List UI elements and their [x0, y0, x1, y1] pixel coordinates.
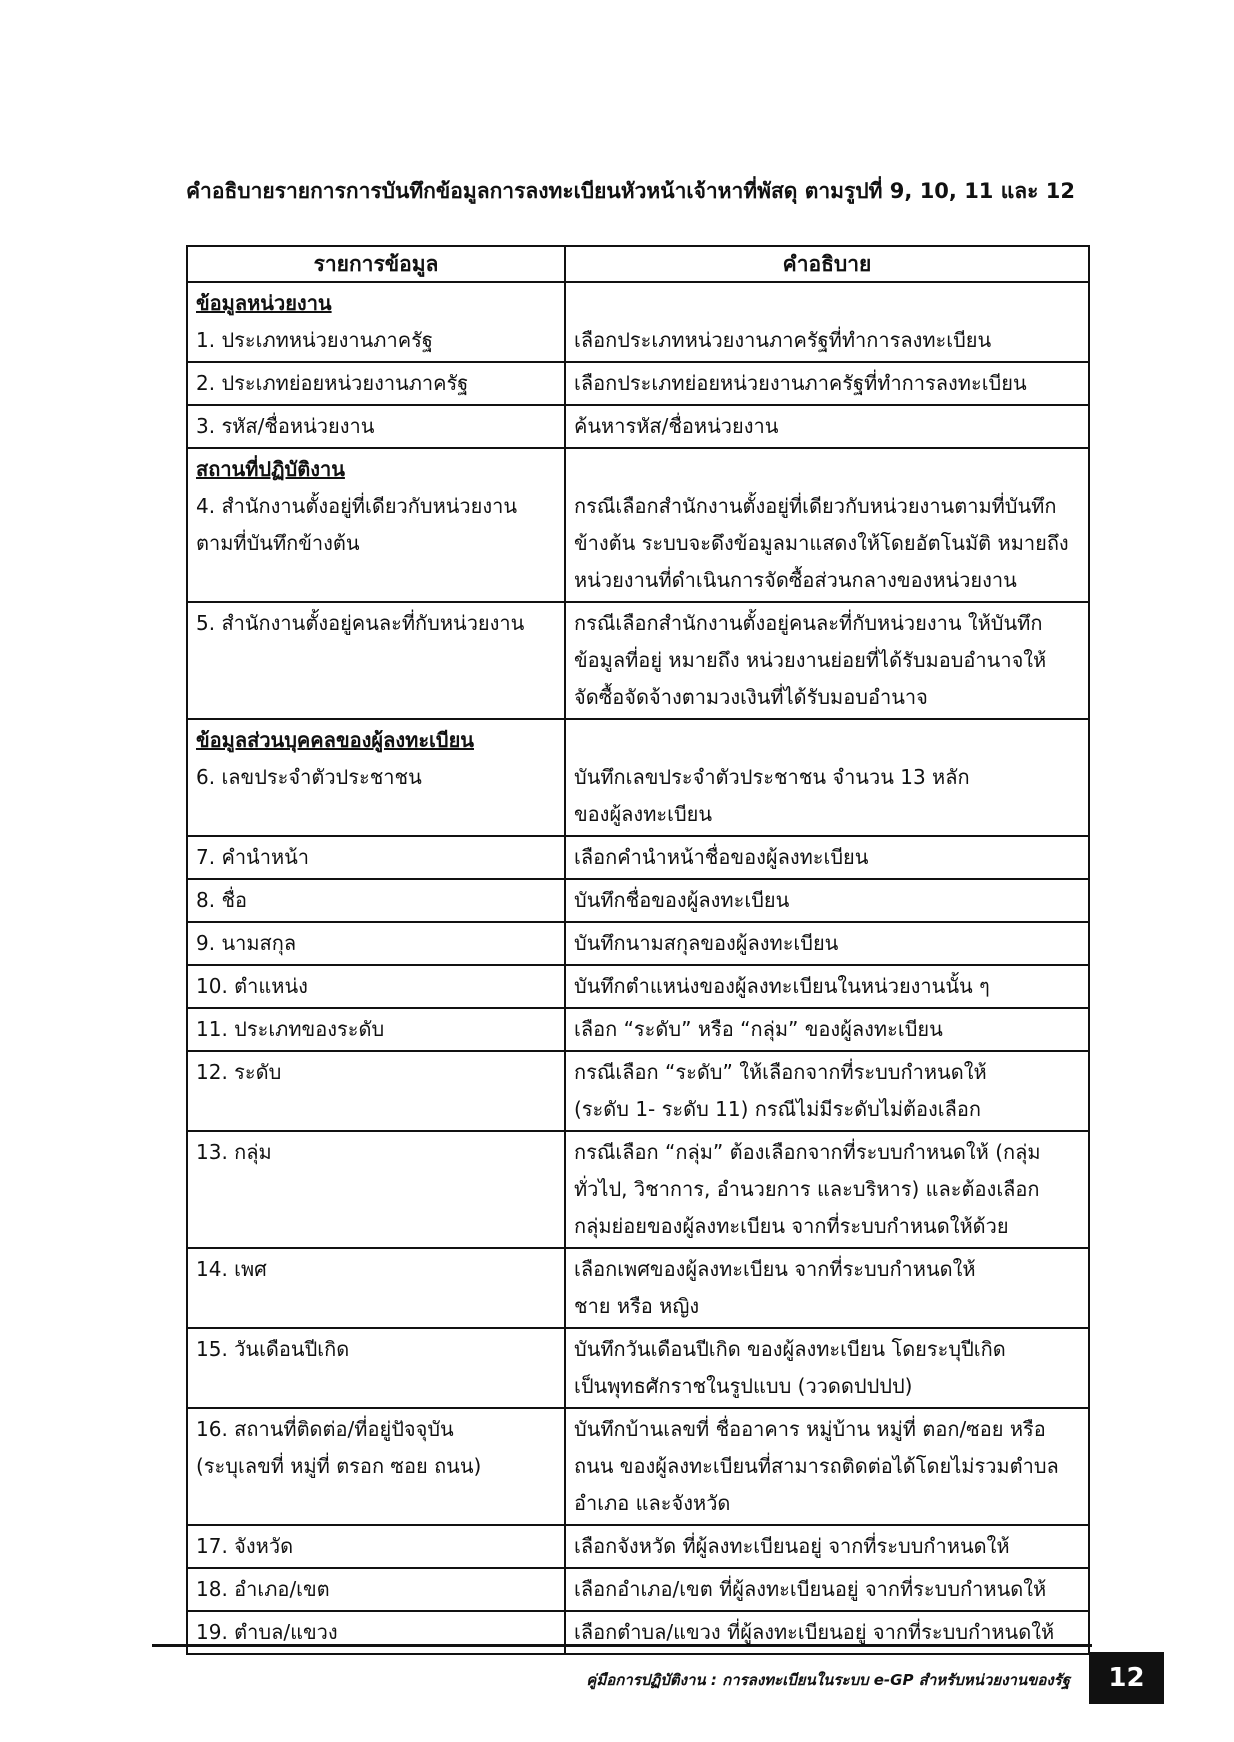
item-cell: [187, 1248, 565, 1328]
item-cell: [187, 448, 565, 602]
description-text: เลือกจังหวัด ที่ผู้ลงทะเบียนอยู่ จากที่ระบบกำหนดให้: [574, 1534, 1010, 1558]
table-body: [187, 282, 1089, 1654]
description-cell: [565, 922, 1089, 965]
table-row: [187, 1008, 1089, 1051]
section-heading: สถานที่ปฏิบัติงาน: [196, 457, 345, 481]
item-cell: [187, 836, 565, 879]
item-cell: [187, 719, 565, 836]
description-cell: [565, 1611, 1089, 1654]
description-cell: [565, 1328, 1089, 1408]
description-cell: [565, 1008, 1089, 1051]
table-row: [187, 602, 1089, 719]
description-text: บันทึกตำแหน่งของผู้ลงทะเบียนในหน่วยงานนั้น ๆ: [574, 974, 990, 998]
item-label: ตามที่บันทึกข้างต้น: [196, 531, 360, 555]
item-cell: [187, 1408, 565, 1525]
description-cell: [565, 1525, 1089, 1568]
footer-text: คู่มือการปฏิบัติงาน : การลงทะเบียนในระบบ e-GP สำหรับหน่วยงานของรัฐ: [586, 1671, 1070, 1689]
description-cell: [565, 1568, 1089, 1611]
table-row: [187, 362, 1089, 405]
table-row: [187, 836, 1089, 879]
item-cell: [187, 879, 565, 922]
table-row: [187, 1568, 1089, 1611]
description-text: บันทึกนามสกุลของผู้ลงทะเบียน: [574, 931, 839, 955]
description-text: เลือกอำเภอ/เขต ที่ผู้ลงทะเบียนอยู่ จากที่ระบบกำหนดให้: [574, 1577, 1047, 1601]
table-row: [187, 922, 1089, 965]
description-cell: [565, 602, 1089, 719]
description-cell: [565, 836, 1089, 879]
section-heading: ข้อมูลส่วนบุคคลของผู้ลงทะเบียน: [196, 728, 474, 752]
page-title: คำอธิบายรายการการบันทึกข้อมูลการลงทะเบียนหัวหน้าเจ้าหาที่พัสดุ ตามรูปที่ 9, 10, 11 และ 12: [186, 179, 1075, 203]
item-cell: [187, 1568, 565, 1611]
table-row: [187, 1408, 1089, 1525]
item-label: 10. ตำแหน่ง: [196, 974, 308, 998]
description-cell: [565, 879, 1089, 922]
description-text: หน่วยงานที่ดำเนินการจัดซื้อส่วนกลางของหน่วยงาน: [574, 568, 1017, 592]
item-label: 16. สถานที่ติดต่อ/ที่อยู่ปัจจุบัน: [196, 1417, 454, 1441]
description-cell: [565, 448, 1089, 602]
description-text: เลือกคำนำหน้าชื่อของผู้ลงทะเบียน: [574, 845, 869, 869]
description-text: เลือกประเภทย่อยหน่วยงานภาครัฐที่ทำการลงทะเบียน: [574, 371, 1027, 395]
item-label: 18. อำเภอ/เขต: [196, 1577, 330, 1601]
description-cell: [565, 282, 1089, 362]
description-cell: [565, 1051, 1089, 1131]
description-text: ทั่วไป, วิชาการ, อำนวยการ และบริหาร) และต้องเลือก: [574, 1177, 1040, 1201]
description-text: ค้นหารหัส/ชื่อหน่วยงาน: [574, 414, 779, 438]
description-text: จัดซื้อจัดจ้างตามวงเงินที่ได้รับมอบอำนาจ: [574, 685, 928, 709]
item-cell: [187, 362, 565, 405]
table-row: [187, 1611, 1089, 1654]
description-cell: [565, 405, 1089, 448]
item-cell: [187, 922, 565, 965]
section-heading: ข้อมูลหน่วยงาน: [196, 291, 332, 315]
description-text: กรณีเลือก “กลุ่ม” ต้องเลือกจากที่ระบบกำหนดให้ (กลุ่ม: [574, 1140, 1041, 1164]
item-label: 6. เลขประจำตัวประชาชน: [196, 765, 422, 789]
description-text: เลือกตำบล/แขวง ที่ผู้ลงทะเบียนอยู่ จากที่ระบบกำหนดให้: [574, 1620, 1055, 1644]
item-label: (ระบุเลขที่ หมู่ที่ ตรอก ซอย ถนน): [196, 1454, 482, 1478]
description-table: [186, 245, 1090, 1655]
description-text: เลือก “ระดับ” หรือ “กลุ่ม” ของผู้ลงทะเบียน: [574, 1017, 943, 1041]
description-text: กลุ่มย่อยของผู้ลงทะเบียน จากที่ระบบกำหนดให้ด้วย: [574, 1214, 1009, 1238]
description-text: (ระดับ 1- ระดับ 11) กรณีไม่มีระดับไม่ต้องเลือก: [574, 1097, 981, 1121]
description-text: บันทึกวันเดือนปีเกิด ของผู้ลงทะเบียน โดยระบุปีเกิด: [574, 1337, 1006, 1361]
table-row: [187, 719, 1089, 836]
description-text: เลือกเพศของผู้ลงทะเบียน จากที่ระบบกำหนดให้: [574, 1257, 976, 1281]
item-label: 14. เพศ: [196, 1257, 267, 1281]
table-row: [187, 448, 1089, 602]
description-text: บันทึกเลขประจำตัวประชาชน จำนวน 13 หลัก: [574, 765, 970, 789]
table-row: [187, 1328, 1089, 1408]
description-cell: [565, 965, 1089, 1008]
description-cell: [565, 362, 1089, 405]
table-row: [187, 879, 1089, 922]
item-label: 13. กลุ่ม: [196, 1140, 272, 1164]
description-text: ถนน ของผู้ลงทะเบียนที่สามารถติดต่อได้โดยไม่รวมตำบล: [574, 1454, 1059, 1478]
description-text: เป็นพุทธศักราชในรูปแบบ (ววดดปปปป): [574, 1374, 913, 1398]
spacer: [574, 451, 1080, 488]
item-cell: [187, 965, 565, 1008]
header-description: คำอธิบาย: [565, 246, 1089, 282]
description-text: อำเภอ และจังหวัด: [574, 1491, 731, 1515]
item-label: 8. ชื่อ: [196, 888, 248, 912]
item-cell: [187, 602, 565, 719]
description-text: ข้างต้น ระบบจะดึงข้อมูลมาแสดงให้โดยอัตโนมัติ หมายถึง: [574, 531, 1069, 555]
table-row: [187, 405, 1089, 448]
table-row: [187, 1051, 1089, 1131]
item-label: 7. คำนำหน้า: [196, 845, 310, 869]
table-row: [187, 965, 1089, 1008]
item-label: 11. ประเภทของระดับ: [196, 1017, 385, 1041]
item-label: 2. ประเภทย่อยหน่วยงานภาครัฐ: [196, 371, 469, 395]
description-text: กรณีเลือกสำนักงานตั้งอยู่คนละที่กับหน่วยงาน ให้บันทึก: [574, 611, 1043, 635]
spacer: [574, 285, 1080, 322]
item-label: 4. สำนักงานตั้งอยู่ที่เดียวกับหน่วยงาน: [196, 494, 518, 518]
item-label: 12. ระดับ: [196, 1060, 282, 1084]
description-text: กรณีเลือก “ระดับ” ให้เลือกจากที่ระบบกำหนดให้: [574, 1060, 987, 1084]
item-cell: [187, 1525, 565, 1568]
item-label: 1. ประเภทหน่วยงานภาครัฐ: [196, 328, 433, 352]
spacer: [574, 722, 1080, 759]
item-label: 5. สำนักงานตั้งอยู่คนละที่กับหน่วยงาน: [196, 611, 525, 635]
description-text: เลือกประเภทหน่วยงานภาครัฐที่ทำการลงทะเบียน: [574, 328, 992, 352]
description-text: ข้อมูลที่อยู่ หมายถึง หน่วยงานย่อยที่ได้รับมอบอำนาจให้: [574, 648, 1047, 672]
description-text: บันทึกชื่อของผู้ลงทะเบียน: [574, 888, 790, 912]
description-text: บันทึกบ้านเลขที่ ชื่ออาคาร หมู่บ้าน หมู่ที่ ตอก/ซอย หรือ: [574, 1417, 1046, 1441]
item-cell: [187, 1611, 565, 1654]
item-label: 9. นามสกุล: [196, 931, 297, 955]
item-label: 17. จังหวัด: [196, 1534, 294, 1558]
description-cell: [565, 1248, 1089, 1328]
item-cell: [187, 1328, 565, 1408]
table-row: [187, 1525, 1089, 1568]
description-cell: [565, 719, 1089, 836]
table-row: [187, 1131, 1089, 1248]
description-cell: [565, 1408, 1089, 1525]
table-row: [187, 1248, 1089, 1328]
item-label: 15. วันเดือนปีเกิด: [196, 1337, 350, 1361]
item-cell: [187, 282, 565, 362]
item-cell: [187, 1131, 565, 1248]
item-cell: [187, 1051, 565, 1131]
footer-divider: [152, 1644, 1092, 1647]
description-cell: [565, 1131, 1089, 1248]
description-text: กรณีเลือกสำนักงานตั้งอยู่ที่เดียวกับหน่วยงานตามที่บันทึก: [574, 494, 1057, 518]
item-cell: [187, 405, 565, 448]
item-cell: [187, 1008, 565, 1051]
item-label: 19. ตำบล/แขวง: [196, 1620, 338, 1644]
table-header-row: [187, 246, 1089, 282]
table-row: [187, 282, 1089, 362]
item-label: 3. รหัส/ชื่อหน่วยงาน: [196, 414, 375, 438]
page-number: 12: [1089, 1652, 1164, 1704]
description-text: ของผู้ลงทะเบียน: [574, 802, 713, 826]
description-text: ชาย หรือ หญิง: [574, 1294, 700, 1318]
header-item: รายการข้อมูล: [187, 246, 565, 282]
